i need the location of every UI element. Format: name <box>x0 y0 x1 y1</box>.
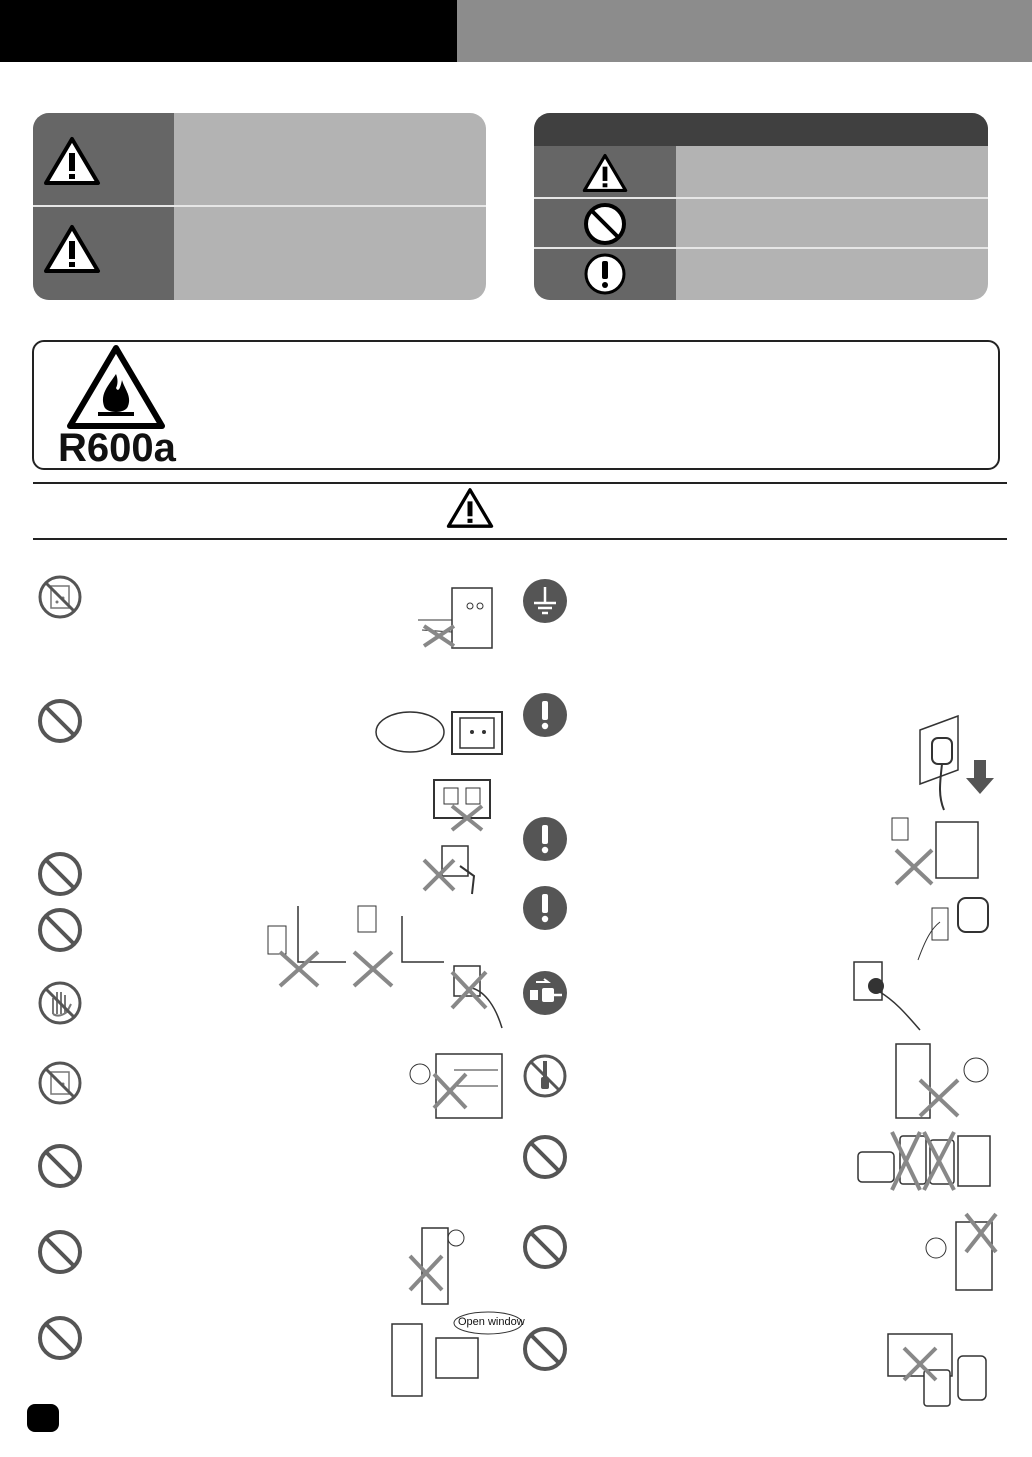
section-rule-bottom <box>33 538 1007 540</box>
no-disassembly-icon <box>522 1053 568 1099</box>
illustration-clean-plug <box>912 888 998 966</box>
symbol-legend <box>534 113 988 300</box>
illustration-child-climbing <box>404 1222 472 1306</box>
exclamation-icon <box>583 252 627 296</box>
warning-triangle-icon <box>582 152 628 194</box>
illustration-multi-plug <box>422 776 502 834</box>
warning-caution-legend <box>33 113 486 300</box>
illustration-fridge-open <box>400 1048 506 1122</box>
illustration-pull-plug <box>900 712 996 812</box>
exclamation-icon <box>522 885 568 931</box>
illustration-objects-on-top <box>916 1208 998 1292</box>
illustration-flammable-containers <box>848 1126 994 1194</box>
flammable-refrigerant-box <box>32 340 1000 470</box>
prohibition-icon <box>522 1134 568 1180</box>
no-wet-hands-icon <box>37 980 83 1026</box>
prohibition-icon <box>37 1229 83 1275</box>
exclamation-icon <box>522 816 568 862</box>
illustration-wet-hand-socket <box>446 962 506 1032</box>
prohibition-icon <box>37 851 83 897</box>
prohibition-icon <box>522 1326 568 1372</box>
prohibition-icon <box>37 1143 83 1189</box>
warning-triangle-icon <box>43 136 101 186</box>
refrigerant-label: R600a <box>58 426 176 470</box>
warning-triangle-icon <box>446 487 494 529</box>
illustration-damaged-cord <box>886 814 982 886</box>
flammable-triangle-icon <box>66 344 166 430</box>
section-rule-top <box>33 482 1007 484</box>
page-number-tab <box>27 1404 59 1432</box>
exclamation-icon <box>522 692 568 738</box>
illustration-socket-speech <box>374 708 508 758</box>
no-water-spray-icon <box>37 1060 83 1106</box>
prohibition-icon <box>583 202 627 246</box>
warning-triangle-icon <box>43 224 101 274</box>
ground-icon <box>522 578 568 624</box>
illustration-no-medicine-storage <box>884 1326 994 1410</box>
prohibition-icon <box>37 1315 83 1361</box>
speech-bubble-text: Open window <box>458 1316 525 1328</box>
no-water-spray-icon <box>37 574 83 620</box>
unplug-icon <box>522 970 568 1016</box>
prohibition-icon <box>37 907 83 953</box>
illustration-damaged-plug <box>420 836 492 898</box>
illustration-no-disassembly <box>894 1040 998 1120</box>
header-bar-left <box>0 0 457 62</box>
illustration-spray-water <box>412 580 502 660</box>
illustration-unplug-hand <box>850 958 924 1032</box>
prohibition-icon <box>522 1224 568 1270</box>
header-bar-right <box>457 0 1032 62</box>
illustration-cord-pinched <box>258 896 448 992</box>
prohibition-icon <box>37 698 83 744</box>
